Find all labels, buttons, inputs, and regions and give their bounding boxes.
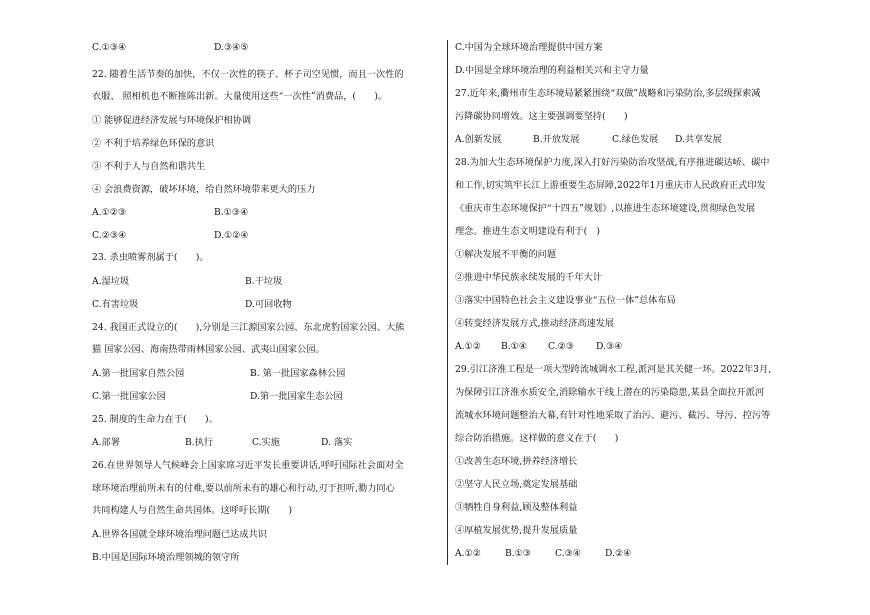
q25-option-d: D. 落实 — [321, 437, 353, 448]
q28-stem-line-2: 和工作,切实筑牢长江上游重要生态屏障,2022年1月重庆市人民政府正式印发 — [455, 180, 766, 191]
q25-option-a: A.部署 — [92, 437, 120, 448]
q26-option-d: D.中国是全球环境治理的利益相关兴和主守力量 — [455, 65, 649, 76]
q28-item-3: ③落实中国特色社会主义建设事业“五位一体”总体布局 — [455, 295, 676, 306]
column-divider — [447, 40, 448, 565]
q29-option-a: A.①② — [455, 548, 482, 559]
q29-stem-line-4: 综合防治措施。这样做的意义在于( ) — [455, 433, 619, 444]
q25-stem: 25. 制度的生命力在于( )。 — [92, 414, 218, 425]
q28-stem-line-1: 28.为加大生态环境保护力度,深入打好污染防治攻坚战,有序推进碳达峤、碳中 — [455, 157, 770, 168]
q26-stem-line-2: 球环境治理前所未有的付难,要以前所未有的雄心和行动,刃于担听,勠力同心 — [92, 483, 395, 494]
q29-item-4: ④厚植发展优势,提升发展质量 — [455, 525, 578, 536]
q27-option-a: A.创新发展 — [455, 134, 502, 145]
q24-option-c: C.第一批国家公园 — [92, 391, 166, 402]
q29-stem-line-3: 流城水环境问题整治大幕,有针对性地采取了治污、避污、截污、导污、控污等 — [455, 410, 771, 421]
q29-option-b: B.①③ — [505, 548, 532, 559]
q29-item-1: ①改善生态环境,拼养经济增长 — [455, 456, 578, 467]
q27-option-c: C.绿色发展 — [612, 134, 659, 145]
q22-item-2: ② 不利于培养绿色环保的意识 — [92, 138, 215, 149]
q28-option-c: C.②③ — [548, 341, 575, 352]
q22-option-b: B.①③④ — [214, 207, 249, 218]
q29-stem-line-2: 为保障引江济淮水质安全,消除输水干线上潜在的污染隐患,某县全面拉开派河 — [455, 387, 765, 398]
q29-item-3: ③牺牲自身利益,顾及整体利益 — [455, 502, 578, 513]
q28-item-4: ④转变经济发展方式,推动经济高速发展 — [455, 318, 615, 329]
q22-option-d: D.①②④ — [214, 230, 249, 241]
q26-option-c: C.中国为全球环境治理提供中国方案 — [455, 42, 603, 53]
q21-option-c: C.①③④ — [92, 42, 127, 53]
q23-option-c: C.有害垃圾 — [92, 299, 139, 310]
q24-option-b: B. 第一批国家森林公园 — [250, 368, 346, 379]
q22-option-a: A.①②③ — [92, 207, 127, 218]
q23-option-d: D.可回收物 — [245, 299, 292, 310]
q22-item-4: ④ 会浪费资源，破坏环境，给自然环境带来更大的压力 — [92, 184, 316, 195]
q28-stem-line-3: 《重庆市生态环境保护“十四五”规划》,以推进生态环境建设,贯彻绿色发展 — [455, 203, 756, 214]
q22-item-1: ① 能够促进经济发展与环境保护相协调 — [92, 115, 252, 126]
q27-stem-line-2: 污降碳协同增效。这主要强调要坚持( ) — [455, 111, 628, 122]
q29-option-c: C.③④ — [555, 548, 582, 559]
q25-option-c: C.实施 — [252, 437, 280, 448]
q22-stem-line-1: 22. 随着生活节奏的加快，不仅一次性的筷子、杯子司空见惯，而且一次性的 — [92, 69, 404, 80]
q26-stem-line-3: 共同构建人与自然生命共国体。这呼吁长期( ) — [92, 505, 293, 516]
q25-option-b: B.执行 — [185, 437, 214, 448]
q23-stem: 23. 杀虫喷雾剂属于( )。 — [92, 252, 209, 263]
q22-option-c: C.②③④ — [92, 230, 127, 241]
q24-option-a: A.第一批国家自然公园 — [92, 368, 185, 379]
q24-stem-line-1: 24. 我国正式设立的( ),分别是三江源国家公园、东北虎豹国家公园、大熊 — [92, 322, 405, 333]
q28-option-a: A.①② — [455, 341, 482, 352]
q28-item-1: ①解决发展不平衡的问题 — [455, 249, 557, 260]
q26-option-a: A.世界各国就全球环境治理问题已达成共识 — [92, 529, 267, 540]
q27-option-b: B.开放发展 — [533, 134, 580, 145]
q28-option-d: D.③④ — [596, 341, 623, 352]
q29-item-2: ②坚守人民立场,奠定发展基础 — [455, 479, 578, 490]
q28-option-b: B.①④ — [501, 341, 528, 352]
q22-stem-line-2: 衣服、 照相机也不断推陈出新。大量使用这些“一次性”消费品，( )。 — [92, 91, 388, 102]
q29-stem-line-1: 29.引江济淮工程是一项大型跨流城调水工程,派河是其关健一环。2022年3月, — [455, 364, 772, 375]
q28-stem-line-4: 理念。推进生态文明建设有利于( ) — [455, 226, 600, 237]
q22-item-3: ③ 不利于人与自然和谐共生 — [92, 161, 206, 172]
q23-option-a: A.湿垃圾 — [92, 276, 130, 287]
q27-stem-line-1: 27.近年来,衢州市生态环境局紧紧围绕“双做”战略和污染防治,多层级探索减 — [455, 88, 761, 99]
q26-option-b: B.中国是国际环境治理领城的领守所 — [92, 552, 240, 563]
q29-option-d: D.②④ — [605, 548, 632, 559]
q26-stem-line-1: 26.在世界领导人气候峰会上国家席习近平发长重要讲话,呼吁国际社会面对全 — [92, 460, 404, 471]
q24-option-d: D.第一批国家生态公园 — [250, 391, 343, 402]
q23-option-b: B.干垃圾 — [245, 276, 283, 287]
q28-item-2: ②推进中华民族永续发展的千年大计 — [455, 272, 602, 283]
q21-option-d: D.③④⑤ — [214, 42, 249, 53]
q24-stem-line-2: 猫 国家公园、海南热带雨林国家公园、武夷山国家公园。 — [92, 344, 325, 355]
q27-option-d: D.共享发展 — [675, 134, 722, 145]
